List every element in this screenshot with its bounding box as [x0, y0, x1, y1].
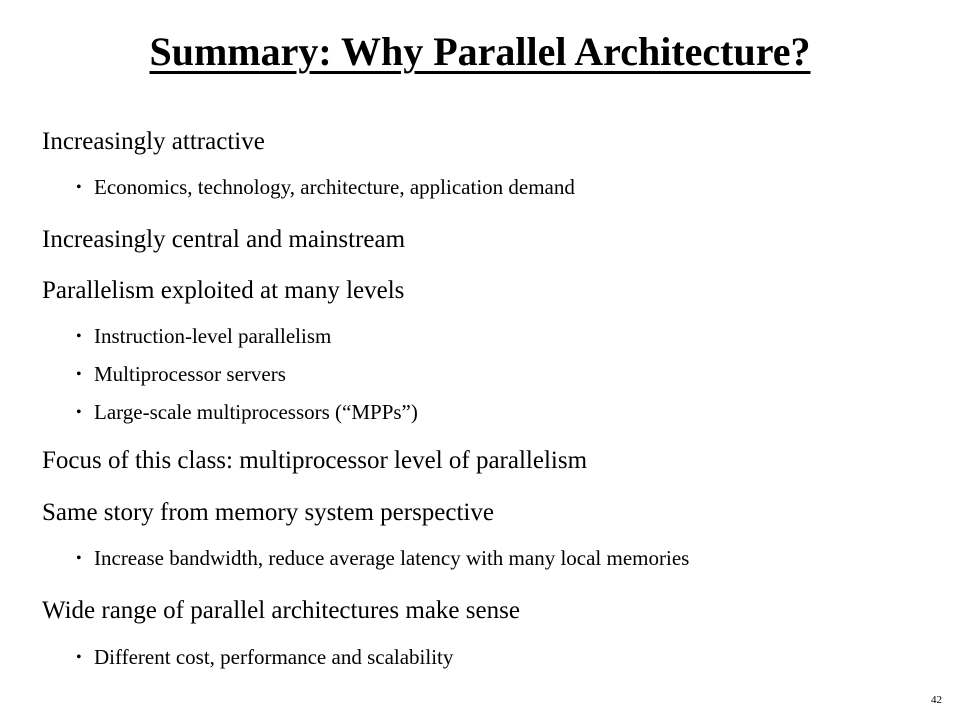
subpoint-increase-bandwidth — [76, 545, 689, 572]
point-memory-perspective: Same story from memory system perspective — [42, 499, 494, 526]
bullet-icon: • — [76, 328, 82, 345]
subpoint-text: Economics, technology, architecture, application demand — [94, 175, 575, 199]
point-wide-range: Wide range of parallel architectures make sense — [42, 597, 520, 624]
bullet-icon: • — [76, 550, 82, 567]
subpoint-large-scale-mpps — [76, 399, 418, 426]
subpoint-instruction-level — [76, 323, 331, 350]
point-parallelism-levels: Parallelism exploited at many levels — [42, 277, 405, 304]
subpoint-economics — [76, 174, 575, 201]
subpoint-multiprocessor-servers — [76, 361, 286, 388]
page-number: 42 — [931, 694, 942, 706]
point-focus-of-class: Focus of this class: multiprocessor level of parallelism — [42, 447, 588, 474]
bullet-icon: • — [76, 179, 82, 196]
subpoint-text: Multiprocessor servers — [94, 362, 286, 386]
slide-title — [0, 28, 960, 76]
subpoint-text: Increase bandwidth, reduce average latency with many local memories — [94, 546, 690, 570]
point-central-mainstream: Increasingly central and mainstream — [42, 226, 406, 253]
subpoint-text: Large-scale multiprocessors (“MPPs”) — [94, 400, 418, 424]
subpoint-text: Instruction-level parallelism — [94, 324, 332, 348]
point-increasingly-attractive: Increasingly attractive — [42, 128, 265, 155]
bullet-icon: • — [76, 366, 82, 383]
slide-title-text: Summary: Why Parallel Architecture? — [149, 29, 811, 74]
subpoint-different-cost — [76, 644, 453, 671]
bullet-icon: • — [76, 404, 82, 421]
bullet-icon: • — [76, 649, 82, 666]
subpoint-text: Different cost, performance and scalability — [94, 645, 454, 669]
